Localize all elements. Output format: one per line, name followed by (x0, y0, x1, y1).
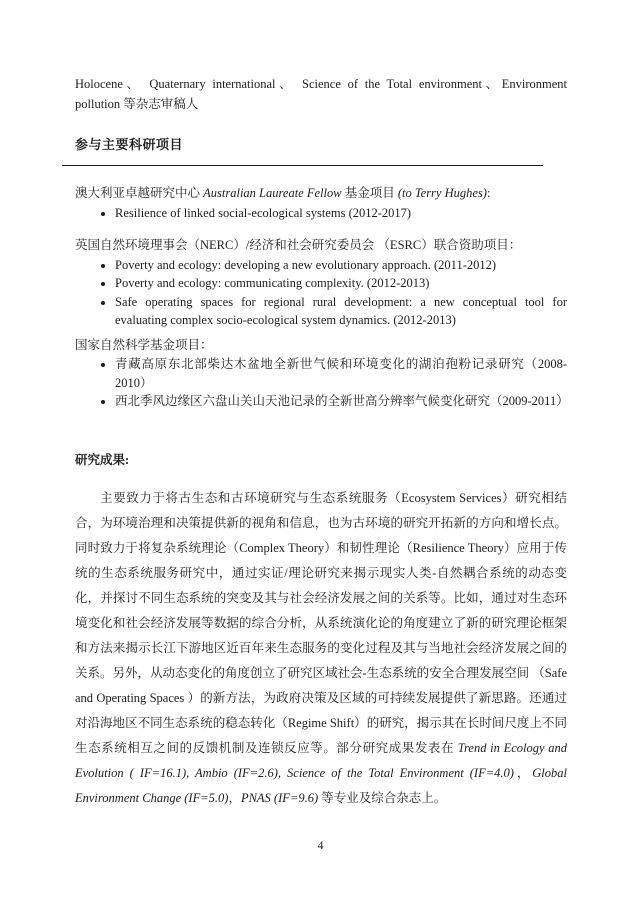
project-item: • 西北季风边缘区六盘山关山天池记录的全新世高分辨率气候变化研究（2009-2011） (115, 392, 567, 411)
project-group-title (75, 236, 567, 255)
project-item: • Poverty and ecology: developing a new evolutionary approach. (2011-2012) (115, 256, 567, 275)
section-divider-rule (62, 165, 543, 166)
results-section-heading: 研究成果: (75, 452, 130, 467)
project-list (75, 355, 567, 411)
projects-section-heading: 参与主要科研项目 (75, 137, 184, 152)
results-paragraph (75, 486, 567, 811)
text-run-italic: Global Environment Change (IF=5.0) (75, 765, 567, 805)
project-list (75, 256, 567, 330)
project-group-title (75, 336, 567, 355)
project-item: • Resilience of linked social-ecological systems (2012-2017) (115, 204, 567, 223)
project-group-australian-laureate (75, 184, 567, 222)
text-run-italic: Trend in Ecology and Evolution ( IF=16.1), Ambio (IF=2.6), Science of the Total Environment (IF=4.0) (75, 740, 567, 780)
page-content (75, 74, 567, 811)
text-run: 英国自然环境理事会（NERC）/经济和社会研究委员会 （ESRC）联合资助项目： (75, 238, 522, 252)
project-list (75, 204, 567, 223)
text-run-italic: PNAS (IF=9.6) (240, 790, 319, 805)
text-run: : (486, 186, 491, 200)
text-run: 主要致力于将古生态和古环境研究与生态系统服务（Ecosystem Services）研究相结合，为环境治理和决策提供新的视角和信息，也为古环境的研究开拓新的方向和增长点。同时致力于将复杂系统理论（Complex Theory）和韧性理论（Resilience Theory）应用于传统的生态系统服务研究中，通过实证/理论研究来揭示现实人类-自然耦合系统的动态变化，并探讨不同生态系统的突变及其与社会经济发展之间的关系等。比如，通过对生态环境变化和社会经济发展等数据的综合分析，从系统演化论的角度建立了新的研究理论框架和方法来揭示长江下游地区近百年来生态服务的变化过程及其与当地社会经济发展之间的关系。另外，从动态变化的角度创立了研究区域社会-生态系统的安全合理发展空间 （Safe and Operating Spaces ）的新方法，为政府决策及区域的可持续发展提供了新思路。还通过对沿海地区不同生态系统的稳态转化（Regime Shift）的研究，揭示其在长时间尺度上不同生态系统相互之间的反馈机制及连锁反应等。部分研究成果发表在 (75, 490, 567, 755)
project-item: • 青藏高原东北部柴达木盆地全新世气候和环境变化的湖泊孢粉记录研究（2008-2010） (115, 355, 567, 392)
journal-reviewer-note: Holocene、 Quaternary international、 Science of the Total environment、Environment pollution 等杂志审稿人 (75, 77, 567, 111)
text-run-italic: Australian Laureate Fellow (203, 186, 342, 200)
project-item: • Safe operating spaces for regional rural development: a new conceptual tool for evaluating complex socio-ecological system dynamics. (2012-2013) (115, 293, 567, 330)
text-run: 等专业及综合杂志上。 (318, 790, 447, 805)
text-run: 澳大利亚卓越研究中心 (75, 186, 204, 200)
project-group-nerc-esrc (75, 236, 567, 330)
text-run: ， (228, 790, 241, 805)
text-run: 国家自然科学基金项目： (75, 337, 213, 352)
page-number: 4 (317, 838, 324, 852)
project-group-nsfc (75, 336, 567, 411)
project-group-title (75, 184, 567, 203)
text-run: 基金项目 (341, 186, 398, 200)
project-item: • Poverty and ecology: communicating complexity. (2012-2013) (115, 274, 567, 293)
text-run: ， (513, 765, 533, 780)
text-run-italic: (to Terry Hughes) (397, 186, 487, 200)
